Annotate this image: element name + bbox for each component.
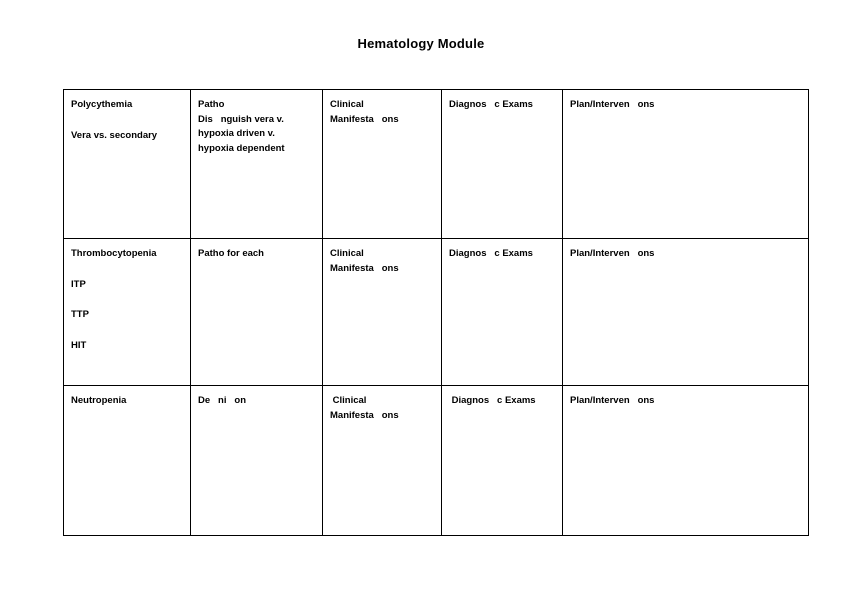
cell-text: ITP	[71, 278, 86, 290]
cell-text: Dis nguish vera v.	[198, 113, 284, 125]
cell-text: TTP	[71, 309, 89, 321]
cell-text: Manifesta ons	[330, 262, 399, 274]
cell-text: Manifesta ons	[330, 113, 399, 125]
cell-text: Patho	[198, 99, 225, 110]
cell-text: hypoxia driven v.	[198, 128, 275, 140]
table-cell-condition	[64, 90, 191, 239]
table-cell-patho	[191, 90, 323, 239]
cell-text: De ni on	[198, 395, 247, 406]
table-row	[64, 239, 809, 386]
cell-text: Clinical	[330, 395, 367, 406]
cell-spacer	[71, 323, 184, 339]
table-cell-clinical-manifestations	[323, 90, 442, 239]
cell-text: Vera vs. secondary	[71, 129, 158, 141]
cell-spacer	[71, 262, 184, 278]
table-cell-plan-interventions	[563, 239, 809, 386]
table-cell-condition	[64, 239, 191, 386]
table-cell-plan-interventions	[563, 90, 809, 239]
cell-text: Patho for each	[198, 248, 264, 259]
table-row	[64, 90, 809, 239]
page-title: Hematology Module	[357, 36, 485, 51]
table-row	[64, 386, 809, 536]
table-cell-clinical-manifestations	[323, 239, 442, 386]
cell-text: Diagnos c Exams	[449, 248, 533, 259]
table-cell-patho	[191, 239, 323, 386]
cell-text: hypoxia dependent	[198, 143, 285, 155]
cell-text: Plan/Interven ons	[570, 395, 655, 406]
table-cell-diagnostic-exams	[442, 239, 563, 386]
table-cell-definition	[191, 386, 323, 536]
cell-text: Polycythemia	[71, 99, 133, 110]
table-body	[64, 90, 809, 536]
cell-text: Clinical	[330, 99, 364, 110]
cell-spacer	[71, 113, 184, 129]
table-cell-diagnostic-exams	[442, 386, 563, 536]
cell-text: Diagnos c Exams	[449, 99, 533, 110]
table-cell-plan-interventions	[563, 386, 809, 536]
cell-text: Plan/Interven ons	[570, 248, 655, 259]
cell-text: Manifesta ons	[330, 409, 399, 421]
cell-text: Plan/Interven ons	[570, 99, 655, 110]
cell-text: HIT	[71, 340, 87, 352]
cell-text: Clinical	[330, 248, 364, 259]
cell-text: Neutropenia	[71, 395, 127, 406]
cell-text: Thrombocytopenia	[71, 248, 157, 259]
table-cell-clinical-manifestations	[323, 386, 442, 536]
cell-text: Diagnos c Exams	[449, 395, 536, 406]
table-cell-diagnostic-exams	[442, 90, 563, 239]
hematology-table	[63, 89, 809, 536]
hematology-table-wrapper	[63, 89, 738, 536]
table-cell-condition	[64, 386, 191, 536]
cell-spacer	[71, 292, 184, 308]
